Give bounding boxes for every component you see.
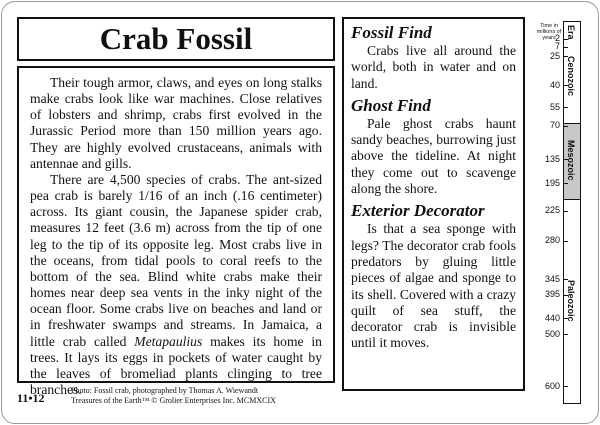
timeline-tick [563, 334, 568, 335]
timeline-tick [563, 126, 568, 127]
footer-credit [71, 386, 276, 406]
timeline-tick-label: 345 [544, 273, 560, 284]
timeline-tick [563, 211, 568, 212]
timeline-tick-label: 195 [544, 177, 560, 188]
timeline-tick-label: 500 [544, 328, 560, 339]
card-number: 11•12 [17, 391, 45, 405]
timeline-tick [563, 107, 568, 108]
timeline-tick-label: 7 [554, 41, 560, 52]
sidebar-text-fossil-find: Crabs live all around the world, both in water and on land. [351, 43, 516, 91]
era-label-cenozoic: Cenozoic [566, 56, 576, 97]
copyright: Treasures of the Earth™ © Grolier Enterprises Inc. MCMXCIX [71, 396, 276, 405]
timeline-tick-label: 70 [549, 120, 560, 131]
timeline-tick [563, 241, 568, 242]
main-paragraph-1: Their tough armor, claws, and eyes on long stalks make crabs look like war machines. Close relatives of lobsters and shrimp, crabs first evolved in the Jurassic Period more than 150 million years ago. They are highly evolved crustaceans, animals with antennae and gills. [30, 75, 322, 171]
timeline-tick [563, 295, 568, 296]
main-paragraph-2: There are 4,500 species of crabs. The ant-sized pea crab is barely 1/16 of an inch (.16 centimeter) across. Its giant cousin, the Japanese spider crab, measures 12 feet (3.6 m) across from the tip of one leg to the tip of its opposite leg. Most crabs live in the oceans, from tidal pools to coral reefs to the bottom of the sea. Blind white crabs make their homes near deep sea vents in the inky night of the ocean floor. Some crabs live on beaches and land or in freshwater swamps and streams. In Jamaica, a little crab called Metapaulius makes its home in trees. It lays its eggs in pockets of water caught by the leaves of bromeliad plants clinging to tree branches. [30, 171, 322, 397]
timeline-bar [563, 21, 581, 404]
timeline-tick-label: 2 [554, 33, 560, 44]
sidebar-content [351, 23, 516, 356]
timeline-tick [563, 159, 568, 160]
timeline-tick-label: 25 [549, 50, 560, 61]
era-label-paleozoic: Paleozoic [566, 280, 576, 322]
sidebar-heading-fossil-find: Fossil Find [351, 23, 432, 42]
timeline-tick [563, 56, 568, 57]
timeline-tick [563, 85, 568, 86]
era-header: Era [566, 25, 576, 40]
timeline-tick-label: 600 [544, 380, 560, 391]
sidebar-box [342, 17, 525, 391]
timeline-tick-label: 280 [544, 235, 560, 246]
era-boundary [564, 199, 580, 200]
photo-credit: Photo: Fossil crab, photographed by Thomas A. Wiewandt [71, 386, 259, 395]
timeline-tick-label: 135 [544, 153, 560, 164]
genus-name: Metapaulius [134, 333, 203, 349]
main-text [30, 75, 322, 398]
timeline-tick [563, 386, 568, 387]
timeline-tick [563, 279, 568, 280]
timeline-tick [563, 39, 568, 40]
timeline-tick-label: 55 [549, 101, 560, 112]
sidebar-heading-exterior-decorator: Exterior Decorator [351, 201, 485, 221]
timeline-tick [563, 318, 568, 319]
timeline-tick-label: 40 [549, 79, 560, 90]
sidebar-heading-ghost-find: Ghost Find [351, 95, 431, 115]
card-title: Crab Fossil [99, 21, 253, 56]
timeline-tick-label: 395 [544, 289, 560, 300]
era-label-mesozoic: Mesozoic [566, 140, 576, 181]
sidebar-text-ghost-find: Pale ghost crabs haunt sandy beaches, burrowing just above the tideline. At night they come out to scavenge along the shore. [351, 115, 516, 197]
timeline-tick [563, 183, 568, 184]
timeline-tick-label: 225 [544, 205, 560, 216]
timeline-tick-label: 440 [544, 312, 560, 323]
timeline-header: Time in millions of years [536, 23, 562, 42]
sidebar-text-exterior-decorator: Is that a sea sponge with legs? The decorator crab fools predators by gluing little pieces of algae and sponge to its shell. Covered with a crazy quilt of sea stuff, the decorator crab is invisible until it moves. [351, 221, 516, 351]
title-box [17, 17, 335, 61]
timeline-tick [563, 47, 568, 48]
era-boundary [564, 123, 580, 124]
